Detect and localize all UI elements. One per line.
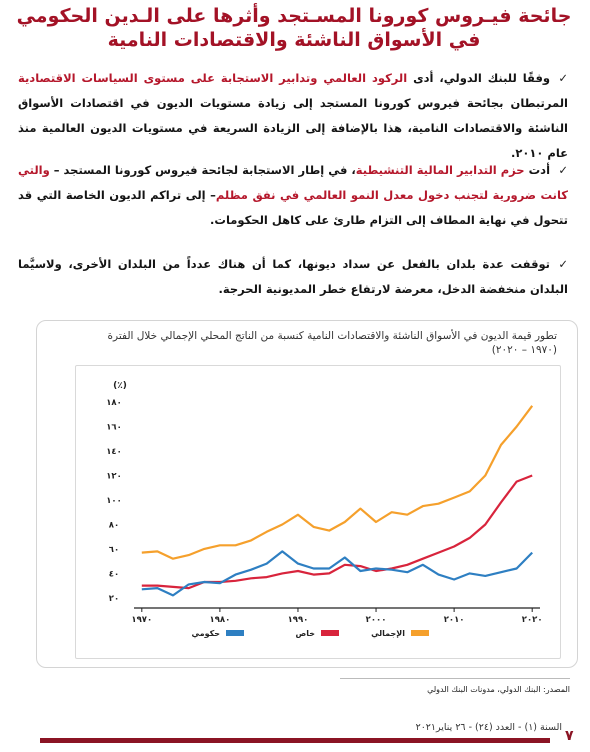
y-tick-label: ١٢٠ (106, 471, 122, 482)
series-line-government (142, 551, 532, 595)
y-tick-label: ٦٠ (108, 544, 120, 555)
bullet-2-text-end: – إلى تراكم الديون الخاصة التي قد تتحول في نهاية المطاف إلى التزام طارئ على كاهل الحكومات. (18, 188, 568, 227)
x-tick-label: ١٩٩٠ (287, 615, 309, 625)
y-tick-label: ٨٠ (108, 520, 120, 531)
bullet-2-highlight-2: والتي كانت ضرورية لتجنب دخول معدل النمو العالمي في نفق مظلم (18, 163, 569, 202)
x-tick-label: ٢٠٢٠ (521, 615, 543, 625)
page-title: جائحة فيـروس كورونا المسـتجد وأثرها على الـدين الحكومي في الأسواق الناشئة والاقتصادات النامية (16, 5, 572, 51)
checkmark-icon: ✓ (558, 71, 568, 85)
y-tick-label: ١٠٠ (106, 496, 122, 506)
page-number: ٧ (565, 728, 574, 744)
x-tick-label: ١٩٨٠ (209, 615, 231, 625)
x-tick-label: ٢٠٠٠ (365, 615, 387, 625)
x-tick-label: ١٩٧٠ (131, 615, 153, 625)
bullet-paragraph-1 (18, 66, 568, 166)
bullet-paragraph-3 (18, 252, 568, 302)
y-tick-label: ١٨٠ (106, 398, 122, 409)
bullet-2-text-start: أدت (524, 163, 551, 177)
bullet-1-text-end: المرتبطان بجائحة فيروس كورونا المستجد إلى زيادة مستويات الديون في اقتصادات الأسواق الناشئة والاقتصادات النامية، هذا بالإضافة إلى الزيادة السريعة في مستويات الديون العالمية منذ عام ٢٠١٠. (18, 96, 568, 160)
bullet-2-highlight: حزم التدابير المالية التنشيطية (355, 163, 525, 177)
chart-container (36, 320, 578, 668)
y-unit-label: (٪) (113, 381, 127, 391)
chart-plot-frame (75, 365, 561, 659)
checkmark-icon: ✓ (558, 257, 568, 271)
x-tick-label: ٢٠١٠ (443, 615, 465, 625)
bullet-1-text-start: وفقًا للبنك الدولي، أدى (407, 71, 550, 85)
bullet-paragraph-2 (18, 158, 568, 233)
footer-divider (40, 738, 550, 743)
legend-label: خاص (295, 629, 315, 638)
y-tick-label: ٢٠ (108, 593, 120, 604)
chart-title: تطور قيمة الديون في الأسواق الناشئة والاقتصادات النامية كنسبة من الناتج المحلي الإجمالي خلال الفترة (١٩٧٠ – ٢٠٢٠) (107, 330, 557, 356)
bullet-3-text: توقفت عدة بلدان بالفعل عن سداد ديونها، كما أن هناك عدداً من البلدان الأخرى، ولاسيَّما البلدان منخفضة الدخل، معرضة لارتفاع خطر المديونية الحرجة. (18, 257, 568, 296)
bullet-2-text-mid: ، في إطار الاستجابة لجائحة فيروس كورونا المستجد – (49, 163, 356, 177)
source-note: المصدر: البنك الدولي، مدونات البنك الدولي (340, 678, 570, 694)
legend-swatch (226, 630, 244, 636)
series-line-private (142, 476, 532, 589)
y-tick-label: ٤٠ (108, 569, 120, 580)
legend-swatch (321, 630, 339, 636)
legend-swatch (411, 630, 429, 636)
legend-label: حكومي (191, 629, 220, 638)
footer-issue-info: السنة (١) - العدد (٢٤) - ٢٦ يناير٢٠٢١ (415, 722, 562, 733)
bullet-1-highlight: الركود العالمي وتدابير الاستجابة على مستوى السياسات الاقتصادية (18, 71, 408, 85)
y-tick-label: ١٤٠ (106, 447, 122, 458)
legend-label: الإجمالي (371, 629, 405, 638)
debt-line-chart (76, 366, 560, 658)
checkmark-icon: ✓ (558, 163, 569, 177)
y-tick-label: ١٦٠ (106, 422, 122, 433)
